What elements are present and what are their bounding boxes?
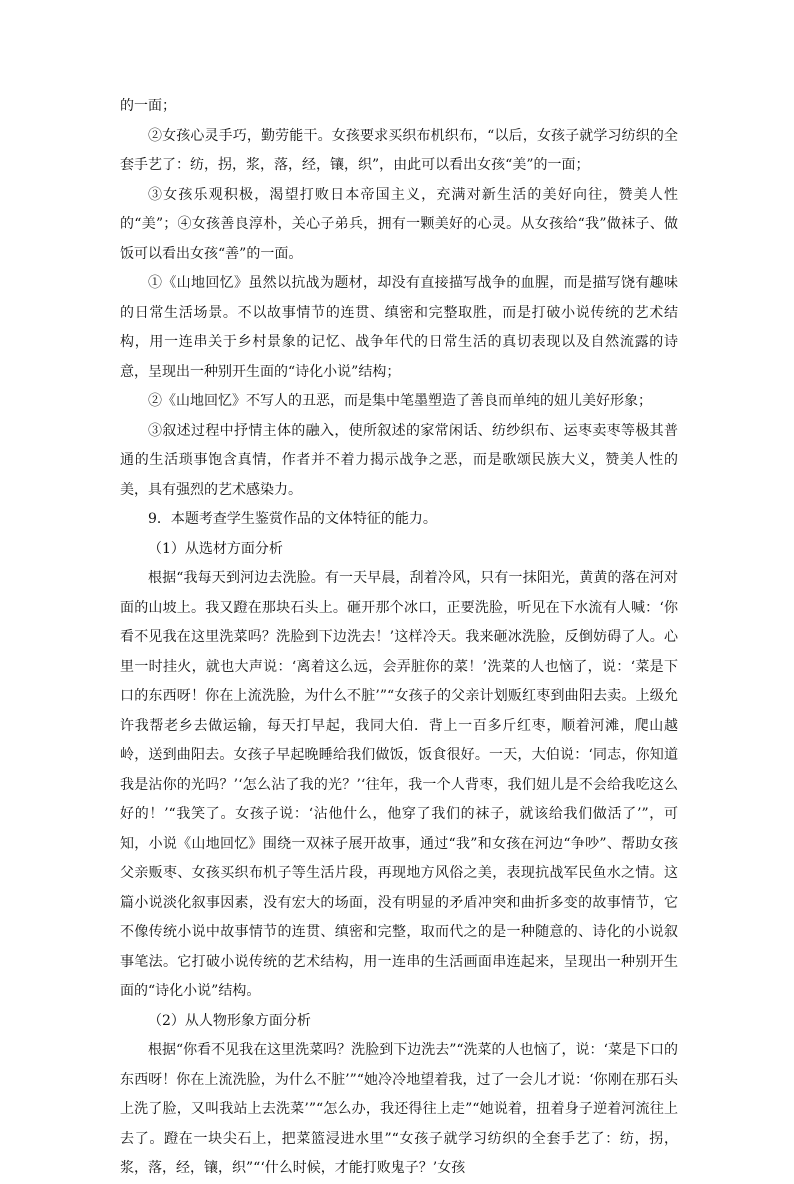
section-2-heading: （2）从人物形象方面分析 bbox=[148, 1012, 311, 1029]
paragraph-4: ①《山地回忆》虽然以抗战为题材，却没有直接描写战争的血腥，而是描写饶有趣味的日常生活场景。不以故事情节的连贯、缜密和完整取胜，而是打破小说传统的艺术结构，用一连串关于乡村景象的记忆、战争年代的日常生活的真切表现以及自然流露的诗意，呈现出一种别开生面的“诗化小说”结构； bbox=[120, 275, 678, 380]
question-9-heading: 9．本题考查学生鉴赏作品的文体特征的能力。 bbox=[148, 511, 437, 527]
section-1-body: 根据“我每天到河边去洗脸。有一天早晨，刮着冷风，只有一抹阳光，黄黄的落在河对面的山坡上。我又蹬在那块石头上。砸开那个冰口，正要洗脸，听见在下水流有人喊：‘你看不见我在这里洗菜吗？洗脸到下边洗去！’这样冷天。我来砸冰洗脸，反倒妨碍了人。心里一时挂火，就也大声说：‘离着这么远，会弄脏你的菜！’洗菜的人也恼了，说：‘菜是下口的东西呀！你在上流洗脸，为什么不脏’”“女孩子的父亲计划贩红枣到曲阳去卖。上级允许我帮老乡去做运输，每天打早起，我同大伯．背上一百多斤红枣，顺着河滩，爬山越岭，送到曲阳去。女孩子早起晚睡给我们做饭，饭食很好。一天，大伯说：‘同志，你知道我是沾你的光吗？’‘怎么沾了我的光？’‘往年，我一个人背枣，我们妞儿是不会给我吃这么好的！’“我笑了。女孩子说：‘沾他什么，他穿了我们的袜子，就该给我们做活了’”，可知，小说《山地回忆》围绕一双袜子展开故事，通过“我”和女孩在河边“争吵”、帮助女孩父亲贩枣、女孩买织布机子等生活片段，再现地方风俗之美，表现抗战军民鱼水之情。这篇小说淡化叙事因素，没有宏大的场面，没有明显的矛盾冲突和曲折多变的故事情节，它不像传统小说中故事情节的连贯、缜密和完整，取而代之的是一种随意的、诗化的小说叙事笔法。它打破小说传统的艺术结构，用一连串的生活画面串连起来，呈现出一种别开生面的“诗化小说”结构。 bbox=[120, 570, 678, 999]
section-2-body: 根据“你看不见我在这里洗菜吗？洗脸到下边洗去”“洗菜的人也恼了，说：‘菜是下口的东西呀！你在上流洗脸，为什么不脏’”“她冷冷地望着我，过了一会儿才说：‘你刚在那石头上洗了脸，又叫我站上去洗菜’”“怎么办，我还得往上走”“她说着，扭着身子逆着河流往上去了。蹬在一块尖石上，把菜篮浸进水里”“女孩子就学习纺织的全套手艺了：纺，拐，浆，落，经，镶，织”“‘什么时候，才能打败鬼子？’女孩 bbox=[120, 1042, 678, 1176]
paragraph-1: 的一面； bbox=[120, 98, 176, 114]
section-1-heading: （1）从选材方面分析 bbox=[148, 540, 283, 557]
paragraph-2: ②女孩心灵手巧，勤劳能干。女孩要求买织布机织布，“以后，女孩子就学习纺织的全套手艺了：纺，拐，浆，落，经，镶，织”，由此可以看出女孩“美”的一面； bbox=[120, 127, 678, 173]
document-page bbox=[120, 92, 678, 1184]
paragraph-6: ③叙述过程中抒情主体的融入，使所叙述的家常闲话、纺纱织布、运枣卖枣等极其普通的生活琐事饱含真情，作者并不着力揭示战争之恶，而是歌颂民族大义，赞美人性的美，具有强烈的艺术感染力。 bbox=[120, 422, 678, 498]
paragraph-3: ③女孩乐观积极，渴望打败日本帝国主义，充满对新生活的美好向往，赞美人性的“美”；④女孩善良淳朴，关心子弟兵，拥有一颗美好的心灵。从女孩给“我”做袜子、做饭可以看出女孩“善”的一面。 bbox=[120, 186, 678, 262]
paragraph-5: ②《山地回忆》不写人的丑恶，而是集中笔墨塑造了善良而单纯的妞儿美好形象； bbox=[148, 393, 652, 409]
